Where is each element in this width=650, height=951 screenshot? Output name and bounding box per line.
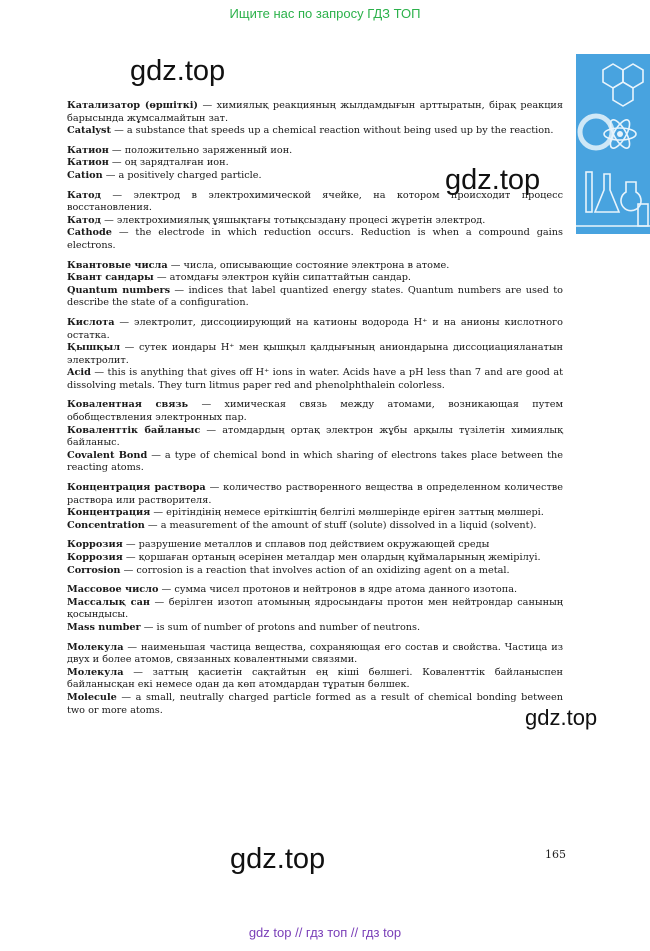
watermark-text: gdz.top xyxy=(525,705,598,730)
definition-line xyxy=(67,450,563,475)
term: Catalyst xyxy=(67,125,111,137)
definition-text: — corrosion is a reaction that involves action of an oxidizing agent on a metal. xyxy=(120,564,510,576)
definition-line xyxy=(67,520,563,533)
term: Mass number xyxy=(67,621,141,633)
definition-text: — количество растворенного вещества в определенном количестве раствора или растворителя. xyxy=(67,482,563,506)
definition-text: — a positively charged particle. xyxy=(102,169,262,181)
term: Катион xyxy=(67,144,109,156)
definition-text: — this is anything that gives off H⁺ ions in water. Acids have a pH less than 7 and are good at dissolving metals. They turn litmus paper red and phenolphthalein colorless. xyxy=(67,367,563,391)
definition-text: — қоршаған ортаның әсерінен металдар мен олардың құймаларының жемірілуі. xyxy=(122,552,541,563)
definition-line xyxy=(67,260,563,273)
term: Кислота xyxy=(67,316,115,328)
term: Квант сандары xyxy=(67,272,154,284)
definition-text: — a substance that speeds up a chemical reaction without being used up by the reaction. xyxy=(110,125,554,137)
glossary-entry xyxy=(67,399,563,475)
definition-text: — a small, neutrally charged particle formed as a result of chemical bonding between two or more atoms. xyxy=(67,691,563,716)
definition-line xyxy=(67,507,563,520)
term: Молекула xyxy=(67,641,124,653)
science-illustration xyxy=(576,54,650,234)
term: Corrosion xyxy=(67,564,121,576)
definition-text: — берілген изотоп атомының ядросындағы протон мен нейтрондар санының қосындысы. xyxy=(67,596,563,621)
definition-line xyxy=(67,597,563,622)
definition-line xyxy=(67,145,563,158)
term: Cathode xyxy=(67,227,112,239)
definition-line xyxy=(67,367,563,392)
definition-text: — is sum of number of protons and number of neutrons. xyxy=(140,621,421,633)
definition-line xyxy=(67,170,563,183)
page-number: 165 xyxy=(545,848,566,861)
glossary-entry xyxy=(67,642,563,718)
term: Концентрация xyxy=(67,507,151,519)
definition-text: — положительно заряженный ион. xyxy=(108,144,293,156)
watermark-text: gdz.top xyxy=(130,55,226,87)
definition-line xyxy=(67,565,563,578)
definition-text: — сутек иондары H⁺ мен қышқыл қалдығының аниондарына диссоциацияланатын электролит. xyxy=(67,342,563,366)
definition-text: — a type of chemical bond in which sharing of electrons takes place between the reacting atoms. xyxy=(67,449,563,474)
term: Қышқыл xyxy=(67,342,121,354)
definition-text: — атомдағы электрон күйін сипаттайтын сандар. xyxy=(153,272,411,284)
definition-text: — химиялық реакцияның жылдамдығын арттыратын, бірақ реакция барысында жұмсалмайтын зат. xyxy=(67,100,563,124)
glossary xyxy=(67,100,563,724)
term: Квантовые числа xyxy=(67,259,168,271)
term: Acid xyxy=(67,367,91,379)
definition-line xyxy=(67,317,563,342)
definition-text: — электролит, диссоциирующий на катионы водорода H⁺ и на анионы кислотного остатка. xyxy=(67,316,563,341)
glossary-entry xyxy=(67,584,563,634)
term: Коваленттік байланыс xyxy=(67,424,201,436)
definition-line xyxy=(67,622,563,635)
definition-line xyxy=(67,667,563,692)
definition-text: — атомдардың ортақ электрон жұбы арқылы түзілетін химиялық байланыс. xyxy=(67,424,563,449)
definition-line xyxy=(67,125,563,138)
definition-text: — the electrode in which reduction occurs. Reduction is when a compound gains electrons. xyxy=(67,227,563,251)
definition-line xyxy=(67,552,563,565)
definition-line xyxy=(67,342,563,367)
definition-line xyxy=(67,642,563,667)
definition-text: — электрод в электрохимической ячейке, на котором происходит процесс восстановления. xyxy=(67,189,563,214)
definition-line xyxy=(67,539,563,552)
term: Массалық сан xyxy=(67,596,150,608)
term: Cation xyxy=(67,169,103,181)
glossary-entry xyxy=(67,190,563,253)
bottom-banner[interactable]: gdz top // гдз топ // гдз top xyxy=(248,925,402,940)
definition-line xyxy=(67,285,563,310)
definition-text: — наименьшая частица вещества, сохраняющая его состав и свойства. Частица из двух и более атомов, связанных ковалентными связями. xyxy=(67,641,563,666)
glossary-entry xyxy=(67,539,563,577)
definition-line xyxy=(67,215,563,228)
term: Катод xyxy=(67,189,102,201)
term: Quantum numbers xyxy=(67,284,171,296)
definition-text: — числа, описывающие состояние электрона в атоме. xyxy=(167,259,450,271)
glossary-entry xyxy=(67,317,563,393)
term: Molecule xyxy=(67,691,117,703)
term: Коррозия xyxy=(67,552,123,563)
glossary-entry xyxy=(67,100,563,138)
definition-line xyxy=(67,584,563,597)
glossary-entry xyxy=(67,260,563,310)
definition-line xyxy=(67,482,563,507)
definition-line xyxy=(67,399,563,424)
definition-text: — электрохимиялық ұяшықтағы тотықсыздану процесі жүретін электрод. xyxy=(101,214,486,226)
glossary-entry xyxy=(67,145,563,183)
watermark-text: gdz.top xyxy=(445,164,541,196)
definition-line xyxy=(67,100,563,125)
term: Катализатор (өршіткі) xyxy=(67,100,199,111)
definition-line xyxy=(67,272,563,285)
term: Covalent Bond xyxy=(67,449,148,461)
term: Ковалентная связь xyxy=(67,399,189,411)
definition-line xyxy=(67,227,563,252)
watermark-text: gdz.top xyxy=(230,843,326,875)
definition-text: — ерітіндінің немесе еріткіштің белгілі мөлшерінде еріген заттың мөлшері. xyxy=(150,507,544,519)
term: Катод xyxy=(67,214,102,226)
term: Коррозия xyxy=(67,539,123,551)
definition-text: — оң зарядталған ион. xyxy=(108,157,229,169)
definition-line xyxy=(67,190,563,215)
term: Концентрация раствора xyxy=(67,482,206,494)
term: Катион xyxy=(67,157,109,169)
glossary-entry xyxy=(67,482,563,532)
definition-line xyxy=(67,692,563,717)
definition-text: — химическая связь между атомами, возникающая путем обобществления электронных пар. xyxy=(67,399,563,424)
top-banner[interactable]: Ищите нас по запросу ГДЗ ТОП xyxy=(229,6,421,21)
definition-line xyxy=(67,425,563,450)
definition-text: — a measurement of the amount of stuff (solute) dissolved in a liquid (solvent). xyxy=(144,519,537,531)
definition-line xyxy=(67,157,563,170)
definition-text: — разрушение металлов и сплавов под действием окружающей среды xyxy=(122,539,490,551)
term: Молекула xyxy=(67,666,124,678)
definition-text: — заттың қасиетін сақтайтын ең кіші бөлшегі. Коваленттік байланыспен байланысқан екі немесе одан да көп атомдардан тұратын бөлшек. xyxy=(67,666,563,691)
definition-text: — сумма чисел протонов и нейтронов в ядре атома данного изотопа. xyxy=(158,584,518,596)
definition-text: — indices that label quantized energy states. Quantum numbers are used to describe the state of a configuration. xyxy=(67,284,564,309)
term: Concentration xyxy=(67,519,145,531)
term: Массовое число xyxy=(67,584,159,596)
